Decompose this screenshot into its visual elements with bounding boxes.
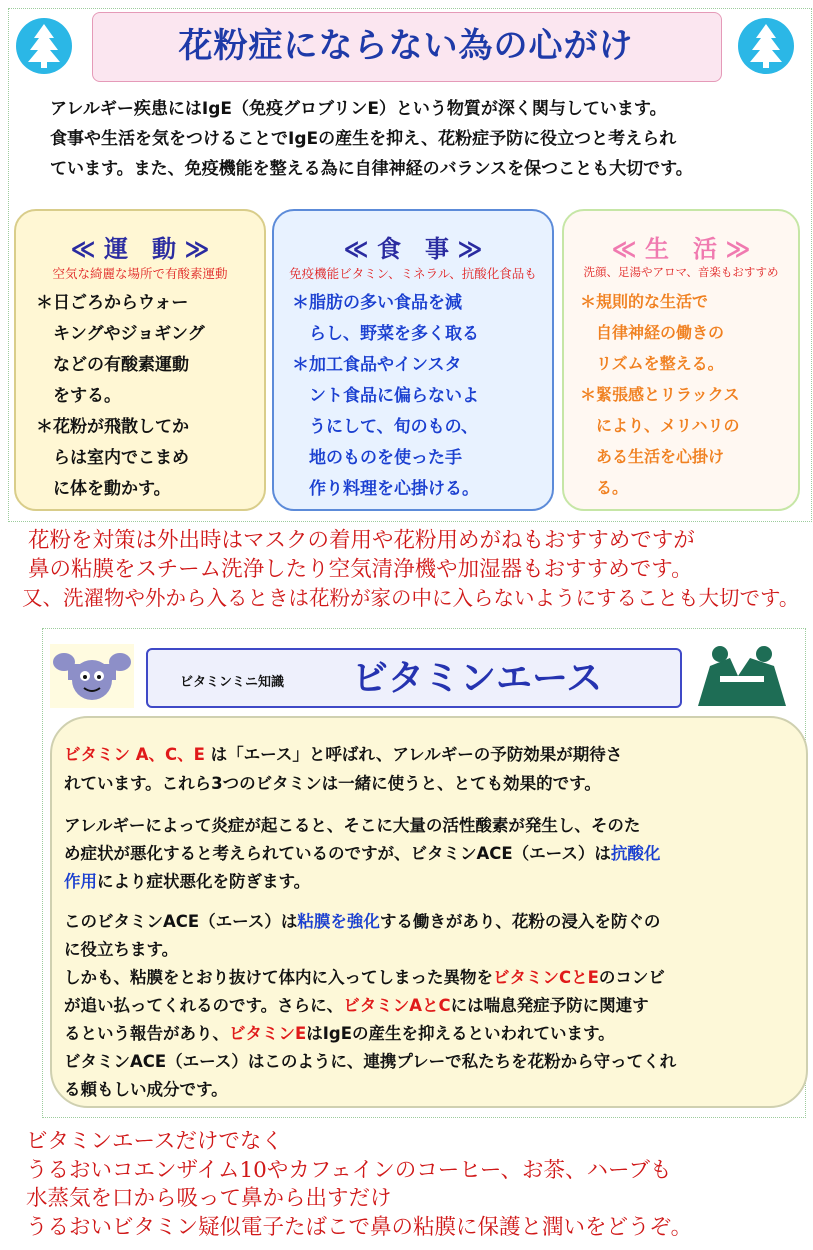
note-line: 又、洗濯物や外から入るときは花粉が家の中に入らないようにすることも大切です。 (22, 586, 800, 610)
list-item: ＊日ごろからウォー (36, 293, 189, 313)
humidity-note (26, 1128, 692, 1242)
exercise-list (36, 288, 264, 505)
intro-line: アレルギー疾患にはIgE（免疫グロブリンE）という物質が深く関与しています。 (50, 99, 667, 119)
text-run: のコンビ (598, 968, 665, 987)
vitamin-text-line: ビタミンACE（エース）はこのように、連携プレーで私たちを花粉から守ってくれ (64, 1052, 677, 1071)
vitamin-text-line (64, 1020, 615, 1044)
list-item: リズムを整える。 (580, 354, 724, 373)
vitamin-text-line: れています。これら3つのビタミンは一緒に使うと、とても効果的です。 (64, 774, 601, 793)
lifestyle-box (562, 209, 800, 511)
highlight-text: ビタミンAとC (343, 996, 451, 1015)
note-line: うるおいビタミン疑似電子たばこで鼻の粘膜に保護と潤いをどうぞ。 (26, 1214, 693, 1240)
list-item: らし、野菜を多く取る (292, 324, 479, 344)
page-title: 花粉症にならない為の心がけ (178, 26, 634, 66)
note-line: 鼻の粘膜をスチーム洗浄したり空気清浄機や加湿器もおすすめです。 (28, 557, 693, 582)
list-item: ＊花粉が飛散してか (36, 417, 189, 437)
vitamin-text-line (64, 840, 660, 864)
list-item: をする。 (36, 386, 121, 406)
text-run: は「エース」と呼ばれ、アレルギーの予防効果が期待さ (204, 745, 623, 764)
list-item: らは室内でこまめ (36, 448, 189, 468)
diet-box (272, 209, 554, 511)
list-item: ＊脂肪の多い食品を減 (292, 293, 462, 313)
vitamin-title: ビタミンエース (352, 658, 603, 699)
text-run: により症状悪化を防ぎます。 (97, 872, 311, 891)
list-item: 自律神経の働きの (580, 323, 725, 342)
list-item: る。 (580, 478, 629, 497)
text-run: する働きがあり、花粉の浸入を防ぐの (379, 912, 661, 931)
vitamin-ace-name: ビタミン A、C、E (64, 745, 205, 764)
exercise-subtitle: 空気な綺麗な場所で有酸素運動 (52, 266, 228, 281)
vitamin-text-line: に役立ちます。 (64, 940, 179, 959)
highlight-text: 抗酸化 (610, 844, 661, 863)
vitamin-text-line (64, 908, 660, 932)
intro-line: 食事や生活を気をつけることでIgEの産生を抑え、花粉症予防に役立つと考えられ (50, 129, 677, 149)
note-line: 水蒸気を口から吸って鼻から出すだけ (26, 1186, 392, 1211)
exercise-box (14, 209, 266, 511)
list-item: うにして、旬のもの、 (292, 417, 478, 437)
list-item: キングやジョギング (36, 324, 205, 344)
lifestyle-heading: ≪ 生 活 ≫ (611, 235, 751, 263)
vitamin-text-line (64, 741, 622, 765)
list-item: 地のものを使った手 (292, 448, 462, 468)
text-run: はIgEの産生を抑えるといわれています。 (306, 1024, 615, 1043)
vitamin-text-line: アレルギーによって炎症が起こると、そこに大量の活性酸素が発生し、そのた (64, 816, 641, 835)
fighting-figures-icon (690, 636, 794, 712)
vitamin-text-line (64, 964, 665, 988)
vitamin-text-line: る頼もしい成分です。 (64, 1080, 228, 1099)
list-item: ント食品に偏らないよ (292, 386, 479, 406)
text-run: このビタミンACE（エース）は (64, 912, 298, 931)
note-line: うるおいコエンザイム10やカフェインのコーヒー、お茶、ハーブも (26, 1157, 672, 1183)
list-item: ＊規則的な生活で (580, 292, 709, 311)
pollen-note (22, 526, 800, 613)
intro-line: ています。また、免疫機能を整える為に自律神経のバランスを保つことも大切です。 (50, 159, 693, 179)
vitamin-text-line (64, 868, 310, 892)
list-item: により、メリハリの (580, 416, 740, 435)
diet-heading: ≪ 食 事 ≫ (343, 235, 483, 263)
exercise-heading: ≪ 運 動 ≫ (70, 235, 210, 263)
list-item: などの有酸素運動 (36, 355, 189, 375)
diet-list (292, 288, 552, 505)
list-item: 作り料理を心掛ける。 (292, 479, 479, 499)
text-run: には喘息発症予防に関連す (450, 996, 649, 1015)
lifestyle-subtitle: 洗顔、足湯やアロマ、音楽もおすすめ (583, 265, 779, 279)
vitamin-text-line (64, 992, 649, 1016)
text-run: しかも、粘膜をとおり抜けて体内に入ってしまった異物を (64, 968, 493, 987)
tree-left-icon (16, 18, 72, 74)
list-item: ＊緊張感とリラックス (580, 385, 740, 404)
highlight-text: 粘膜を強化 (297, 912, 380, 931)
note-line: 花粉を対策は外出時はマスクの着用や花粉用めがねもおすすめですが (28, 528, 695, 553)
lifestyle-list (580, 286, 798, 503)
text-run: が追い払ってくれるのです。さらに、 (64, 996, 344, 1015)
muscle-character-icon (50, 644, 134, 712)
note-line: ビタミンエースだけでなく (26, 1129, 283, 1154)
list-item: ＊加工食品やインスタ (292, 355, 462, 375)
tree-right-icon (738, 18, 794, 74)
highlight-text: ビタミンCとE (493, 968, 599, 987)
vitamin-mini-label: ビタミンミニ知識 (180, 675, 285, 690)
list-item: に体を動かす。 (36, 479, 171, 499)
highlight-text: 作用 (64, 872, 97, 891)
list-item: ある生活を心掛け (580, 447, 725, 466)
highlight-text: ビタミンE (229, 1024, 307, 1043)
intro-text (50, 94, 790, 184)
diet-subtitle: 免疫機能ビタミン、ミネラル、抗酸化食品も (289, 266, 537, 281)
text-run: め症状が悪化すると考えられているのですが、ビタミンACE（エース）は (64, 844, 611, 863)
text-run: るという報告があり、 (64, 1024, 229, 1043)
